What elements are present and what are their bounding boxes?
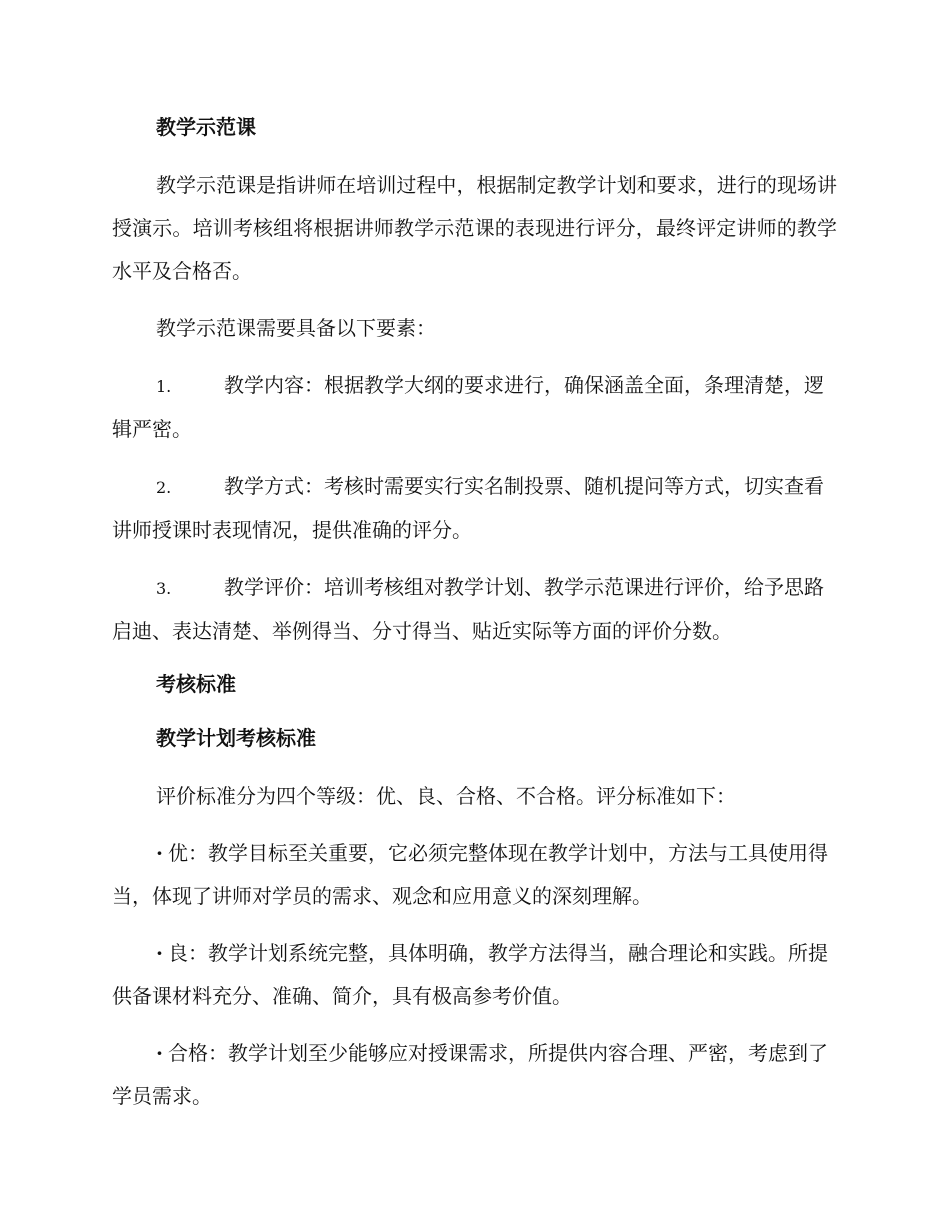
bullet-item [112,832,837,918]
bullet-mark: · [156,841,163,865]
bullet-text: 合格：教学计划至少能够应对授课需求，所提供内容合理、严密，考虑到了学员需求。 [112,1041,828,1108]
item-text: 教学内容：根据教学大纲的要求进行，确保涵盖全面，条理清楚，逻辑严密。 [112,373,824,441]
item-text: 教学方式：考核时需要实行实名制投票、随机提问等方式，切实查看讲师授课时表现情况，提供准确的评分。 [112,474,824,542]
item-number: 2. [156,478,172,497]
numbered-item [112,566,837,653]
section-heading-plan-assessment-standards: 教学计划考核标准 [156,726,316,750]
bullet-text: 良：教学计划系统完整，具体明确，教学方法得当，融合理论和实践。所提供备课材料充分、准确、简介，具有极高参考价值。 [112,941,828,1008]
bullet-item [112,1032,837,1118]
section-heading-demo-lesson: 教学示范课 [156,115,256,139]
numbered-item [112,364,837,451]
bullet-mark: · [156,941,163,965]
paragraph-demo-lesson-elements-intro: 教学示范课需要具备以下要素： [156,316,436,340]
bullet-text: 优：教学目标至关重要，它必须完整体现在教学计划中，方法与工具使用得当，体现了讲师对学员的需求、观念和应用意义的深刻理解。 [112,841,828,908]
paragraph-demo-lesson-definition: 教学示范课是指讲师在培训过程中，根据制定教学计划和要求，进行的现场讲授演示。培训考核组将根据讲师教学示范课的表现进行评分，最终评定讲师的教学水平及合格否。 [112,173,837,283]
document-body [112,110,837,1132]
item-number: 3. [156,579,172,598]
bullet-item [112,932,837,1018]
item-number: 1. [156,377,172,396]
numbered-item [112,465,837,552]
item-text: 教学评价：培训考核组对教学计划、教学示范课进行评价，给予思路启迪、表达清楚、举例得当、分寸得当、贴近实际等方面的评价分数。 [112,575,824,643]
section-heading-assessment-standards: 考核标准 [156,672,236,696]
paragraph-grading-levels: 评价标准分为四个等级：优、良、合格、不合格。评分标准如下： [156,784,736,808]
bullet-mark: · [156,1041,163,1065]
